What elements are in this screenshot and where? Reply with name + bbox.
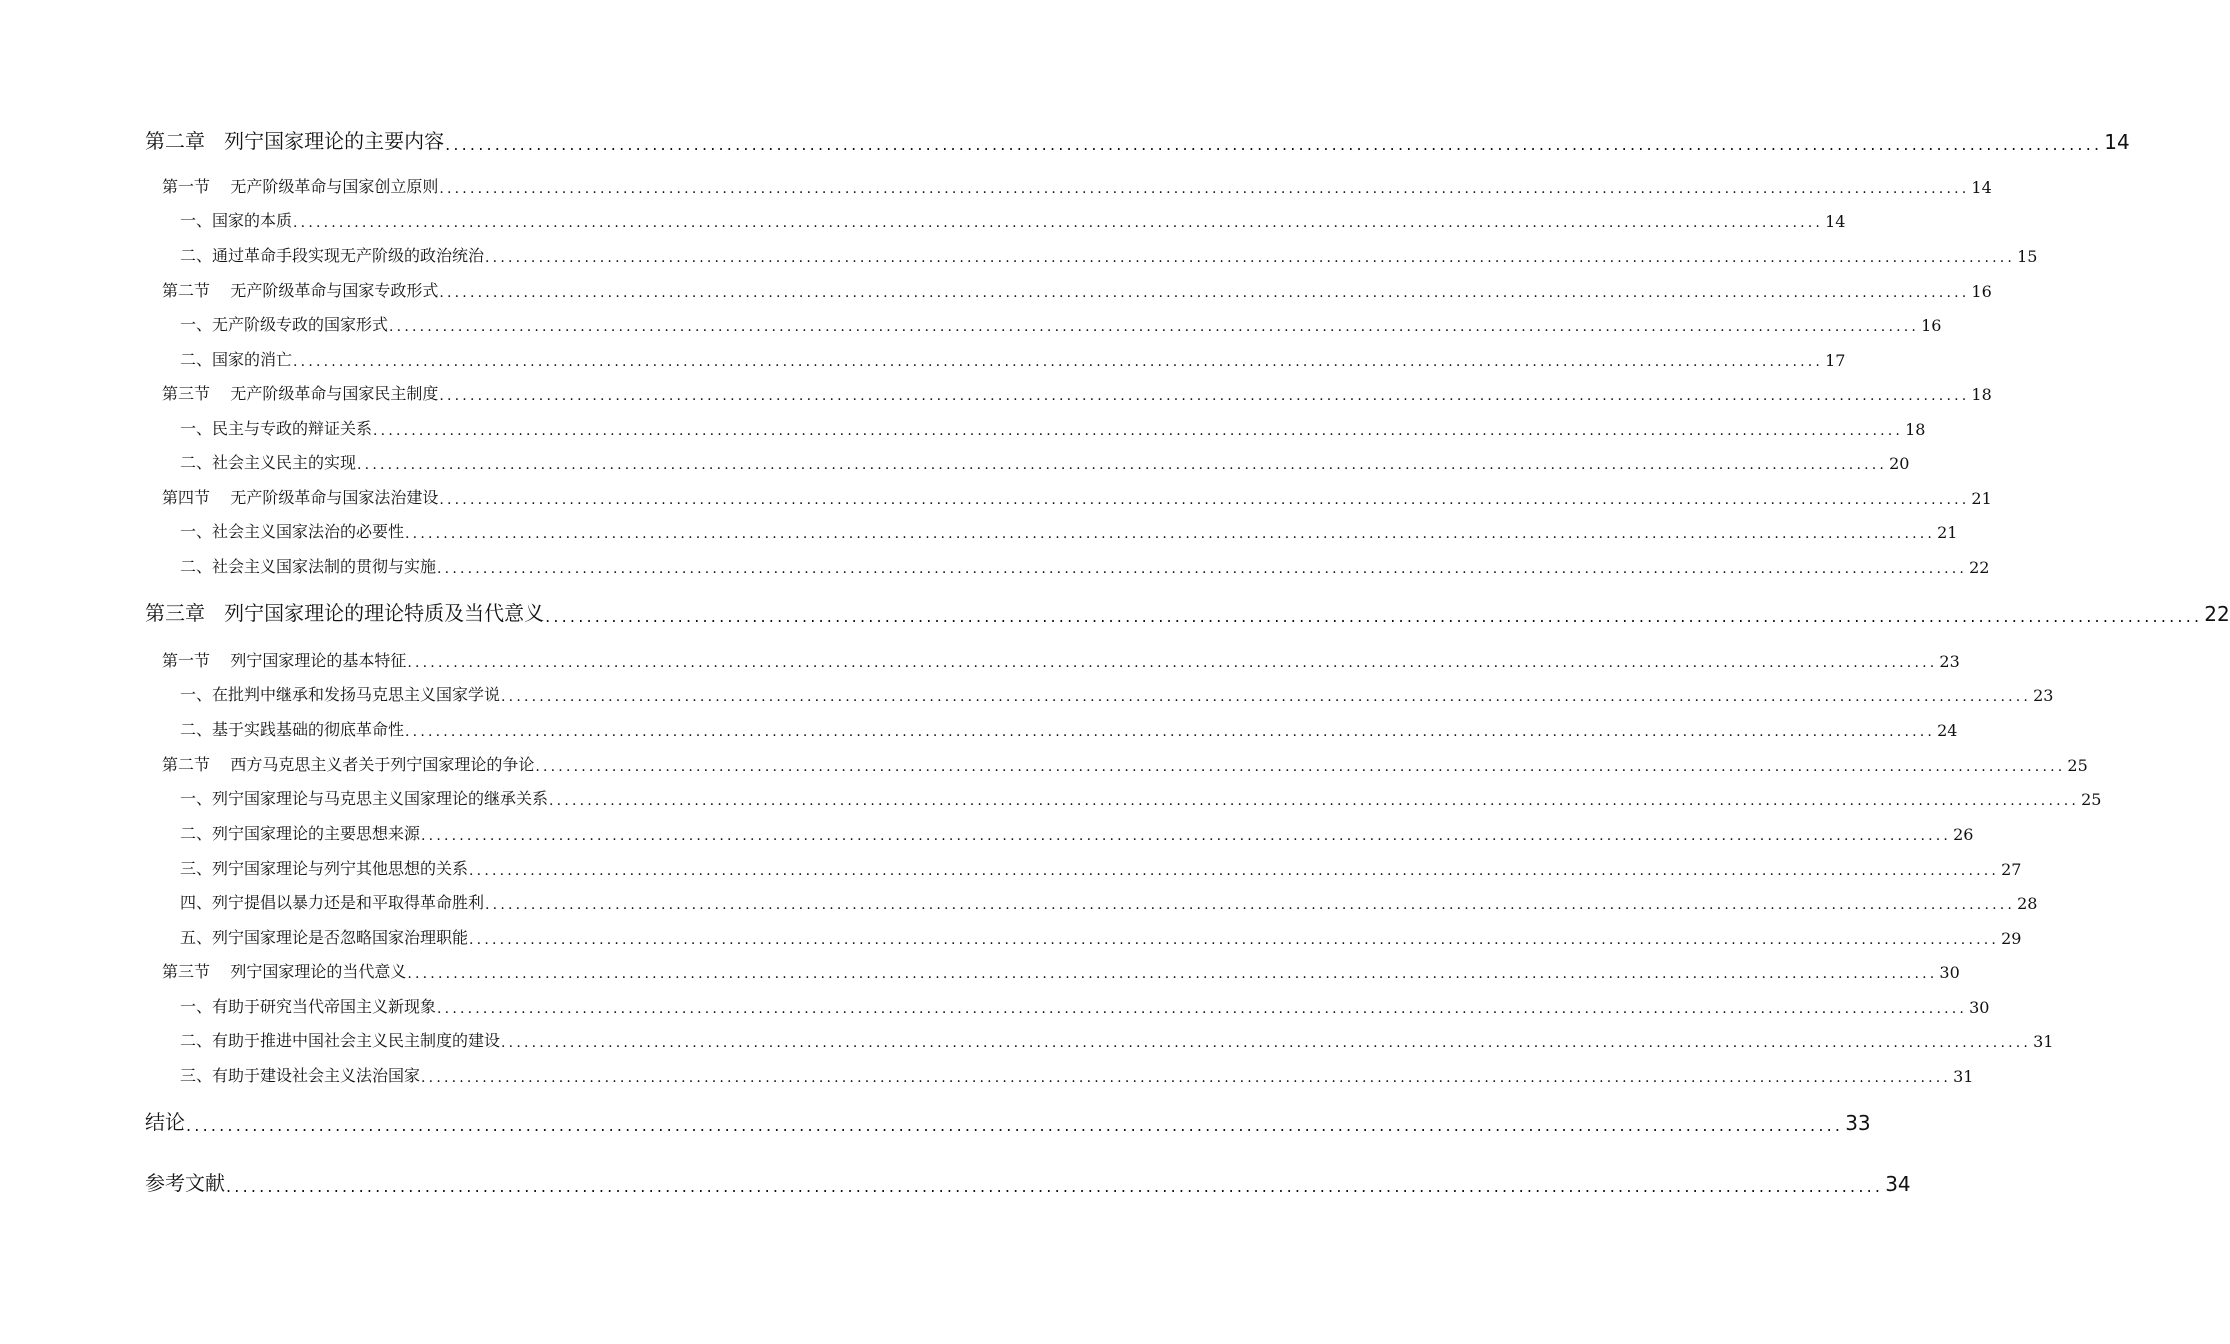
toc-page-number: 18 (1905, 420, 1926, 439)
toc-entry-label: 参考文献 (145, 1171, 225, 1195)
toc-dot-leader: ........................................................................................................................................................................................................ (407, 966, 1938, 982)
toc-row-sub (0, 1028, 2054, 1051)
toc-dot-leader: ........................................................................................................................................................................................................ (421, 1070, 1952, 1086)
toc-row-sub (0, 786, 2102, 809)
toc-entry-label: 第一节 无产阶级革命与国家创立原则 (162, 177, 439, 196)
toc-entry-label: 一、有助于研究当代帝国主义新现象 (180, 997, 437, 1016)
toc-page-number: 28 (2017, 894, 2038, 913)
toc-page-number: 34 (1885, 1172, 1911, 1196)
toc-dot-leader: ........................................................................................................................................................................................................ (545, 607, 2203, 626)
toc-entry[interactable] (145, 1106, 1871, 1135)
toc-entry-label: 一、社会主义国家法治的必要性 (180, 522, 405, 541)
toc-entry[interactable] (162, 381, 1992, 404)
toc-page-number: 14 (2104, 130, 2130, 154)
toc-entry[interactable] (180, 1063, 1974, 1086)
toc-dot-leader: ........................................................................................................................................................................................................ (439, 181, 1970, 197)
toc-entry-label: 一、无产阶级专政的国家形式 (180, 315, 389, 334)
toc-entry-label: 第二节 西方马克思主义者关于列宁国家理论的争论 (162, 755, 535, 774)
toc-row-sub (0, 416, 1926, 439)
toc-row-sub (0, 890, 2038, 913)
toc-page-number: 24 (1937, 721, 1958, 740)
toc-entry[interactable] (180, 682, 2054, 705)
toc-entry-label: 第三节 列宁国家理论的当代意义 (162, 962, 407, 981)
toc-entry-label: 五、列宁国家理论是否忽略国家治理职能 (180, 928, 469, 947)
toc-entry-label: 结论 (145, 1110, 185, 1134)
toc-row-sub (0, 717, 1958, 740)
toc-row-section (0, 174, 1992, 197)
toc-entry-label: 一、列宁国家理论与马克思主义国家理论的继承关系 (180, 789, 549, 808)
toc-page-number: 23 (2033, 686, 2054, 705)
toc-entry[interactable] (180, 786, 2102, 809)
toc-dot-leader: ........................................................................................................................................................................................................ (226, 1177, 1884, 1196)
toc-entry-label: 一、在批判中继承和发扬马克思主义国家学说 (180, 685, 501, 704)
toc-entry[interactable] (180, 717, 1958, 740)
toc-row-section (0, 752, 2088, 775)
toc-entry[interactable] (162, 959, 1960, 982)
toc-entry[interactable] (145, 597, 2230, 626)
toc-row-sub (0, 312, 1942, 335)
toc-entry-label: 一、国家的本质 (180, 211, 293, 230)
toc-entry[interactable] (162, 648, 1960, 671)
toc-entry-label: 二、基于实践基础的彻底革命性 (180, 720, 405, 739)
toc-entry[interactable] (180, 208, 1846, 231)
toc-dot-leader: ........................................................................................................................................................................................................ (405, 724, 1936, 740)
toc-dot-leader: ........................................................................................................................................................................................................ (293, 215, 1824, 231)
toc-dot-leader: ........................................................................................................................................................................................................ (439, 388, 1970, 404)
toc-page-number: 25 (2067, 756, 2088, 775)
toc-entry[interactable] (180, 821, 1974, 844)
toc-page-number: 20 (1889, 454, 1910, 473)
toc-entry[interactable] (162, 174, 1992, 197)
toc-row-section (0, 381, 1992, 404)
toc-page-number: 26 (1953, 825, 1974, 844)
toc-dot-leader: ........................................................................................................................................................................................................ (421, 828, 1952, 844)
toc-dot-leader: ........................................................................................................................................................................................................ (437, 1001, 1968, 1017)
toc-dot-leader: ........................................................................................................................................................................................................ (485, 897, 2016, 913)
toc-page-number: 21 (1937, 523, 1958, 542)
toc-row-sub (0, 519, 1958, 542)
toc-entry-label: 四、列宁提倡以暴力还是和平取得革命胜利 (180, 893, 485, 912)
toc-entry[interactable] (162, 485, 1992, 508)
toc-page-number: 30 (1939, 963, 1960, 982)
toc-entry-label: 三、列宁国家理论与列宁其他思想的关系 (180, 859, 469, 878)
toc-dot-leader: ........................................................................................................................................................................................................ (535, 759, 2066, 775)
toc-row-sub (0, 1063, 1974, 1086)
toc-entry-label: 二、列宁国家理论的主要思想来源 (180, 824, 421, 843)
toc-entry[interactable] (180, 1028, 2054, 1051)
toc-row-sub (0, 347, 1846, 370)
toc-entry[interactable] (180, 519, 1958, 542)
toc-entry[interactable] (180, 856, 2022, 879)
toc-entry[interactable] (180, 450, 1910, 473)
toc-page-number: 18 (1971, 385, 1992, 404)
toc-entry-label: 第二章 列宁国家理论的主要内容 (145, 129, 445, 153)
toc-dot-leader: ........................................................................................................................................................................................................ (186, 1116, 1844, 1135)
toc-page-number: 22 (1969, 558, 1990, 577)
toc-page-number: 29 (2001, 929, 2022, 948)
toc-page-number: 14 (1971, 178, 1992, 197)
toc-row-sub (0, 856, 2022, 879)
toc-row-section (0, 485, 1992, 508)
toc-row-section (0, 648, 1960, 671)
toc-entry-label: 二、社会主义民主的实现 (180, 453, 357, 472)
toc-entry[interactable] (180, 890, 2038, 913)
toc-dot-leader: ........................................................................................................................................................................................................ (501, 1035, 2032, 1051)
toc-page-number: 21 (1971, 489, 1992, 508)
toc-dot-leader: ........................................................................................................................................................................................................ (469, 932, 2000, 948)
toc-entry-label: 三、有助于建设社会主义法治国家 (180, 1066, 421, 1085)
toc-entry-label: 第四节 无产阶级革命与国家法治建设 (162, 488, 439, 507)
toc-row-chapter (0, 1106, 1871, 1135)
toc-entry-label: 第三章 列宁国家理论的理论特质及当代意义 (145, 601, 545, 625)
toc-page-number: 22 (2204, 602, 2230, 626)
toc-row-sub (0, 925, 2022, 948)
toc-page-number: 30 (1969, 998, 1990, 1017)
toc-entry[interactable] (145, 1167, 1911, 1196)
toc-row-chapter (0, 1167, 1911, 1196)
toc-entry-label: 二、有助于推进中国社会主义民主制度的建设 (180, 1031, 501, 1050)
toc-entry[interactable] (180, 554, 1990, 577)
toc-entry[interactable] (180, 925, 2022, 948)
toc-row-section (0, 278, 1992, 301)
toc-dot-leader: ........................................................................................................................................................................................................ (357, 457, 1888, 473)
toc-dot-leader: ........................................................................................................................................................................................................ (549, 793, 2080, 809)
toc-page-number: 16 (1971, 282, 1992, 301)
toc-page-number: 14 (1825, 212, 1846, 231)
toc-entry[interactable] (145, 125, 2130, 154)
toc-row-chapter (0, 125, 2130, 154)
toc-dot-leader: ........................................................................................................................................................................................................ (407, 655, 1938, 671)
toc-entry-label: 第一节 列宁国家理论的基本特征 (162, 651, 407, 670)
toc-entry[interactable] (162, 278, 1992, 301)
toc-entry-label: 二、通过革命手段实现无产阶级的政治统治 (180, 246, 485, 265)
toc-dot-leader: ........................................................................................................................................................................................................ (389, 319, 1920, 335)
toc-row-chapter (0, 597, 2230, 626)
toc-dot-leader: ........................................................................................................................................................................................................ (501, 689, 2032, 705)
toc-entry-label: 第三节 无产阶级革命与国家民主制度 (162, 384, 439, 403)
toc-row-sub (0, 243, 2038, 266)
toc-entry[interactable] (162, 752, 2088, 775)
toc-row-section (0, 959, 1960, 982)
toc-page-number: 31 (2033, 1032, 2054, 1051)
toc-page-number: 27 (2001, 860, 2022, 879)
toc-page-number: 15 (2017, 247, 2038, 266)
toc-row-sub (0, 821, 1974, 844)
toc-page-number: 23 (1939, 652, 1960, 671)
toc-row-sub (0, 994, 1990, 1017)
toc-entry-label: 二、社会主义国家法制的贯彻与实施 (180, 557, 437, 576)
toc-dot-leader: ........................................................................................................................................................................................................ (485, 250, 2016, 266)
toc-entry[interactable] (180, 347, 1846, 370)
toc-row-sub (0, 208, 1846, 231)
toc-entry[interactable] (180, 416, 1926, 439)
toc-page-number: 25 (2081, 790, 2102, 809)
toc-dot-leader: ........................................................................................................................................................................................................ (439, 492, 1970, 508)
toc-dot-leader: ........................................................................................................................................................................................................ (373, 423, 1904, 439)
toc-row-sub (0, 554, 1990, 577)
toc-entry-label: 一、民主与专政的辩证关系 (180, 419, 373, 438)
toc-dot-leader: ........................................................................................................................................................................................................ (469, 863, 2000, 879)
toc-dot-leader: ........................................................................................................................................................................................................ (293, 354, 1824, 370)
toc-page-number: 17 (1825, 351, 1846, 370)
toc-dot-leader: ........................................................................................................................................................................................................ (439, 285, 1970, 301)
toc-page-number: 31 (1953, 1067, 1974, 1086)
toc-row-sub (0, 682, 2054, 705)
toc-page-number: 16 (1921, 316, 1942, 335)
toc-entry[interactable] (180, 312, 1942, 335)
toc-dot-leader: ........................................................................................................................................................................................................ (437, 561, 1968, 577)
toc-entry-label: 第二节 无产阶级革命与国家专政形式 (162, 281, 439, 300)
toc-row-sub (0, 450, 1910, 473)
toc-entry[interactable] (180, 243, 2038, 266)
toc-dot-leader: ........................................................................................................................................................................................................ (405, 526, 1936, 542)
toc-page-number: 33 (1845, 1111, 1871, 1135)
toc-entry-label: 二、国家的消亡 (180, 350, 293, 369)
toc-dot-leader: ........................................................................................................................................................................................................ (445, 135, 2103, 154)
toc-entry[interactable] (180, 994, 1990, 1017)
